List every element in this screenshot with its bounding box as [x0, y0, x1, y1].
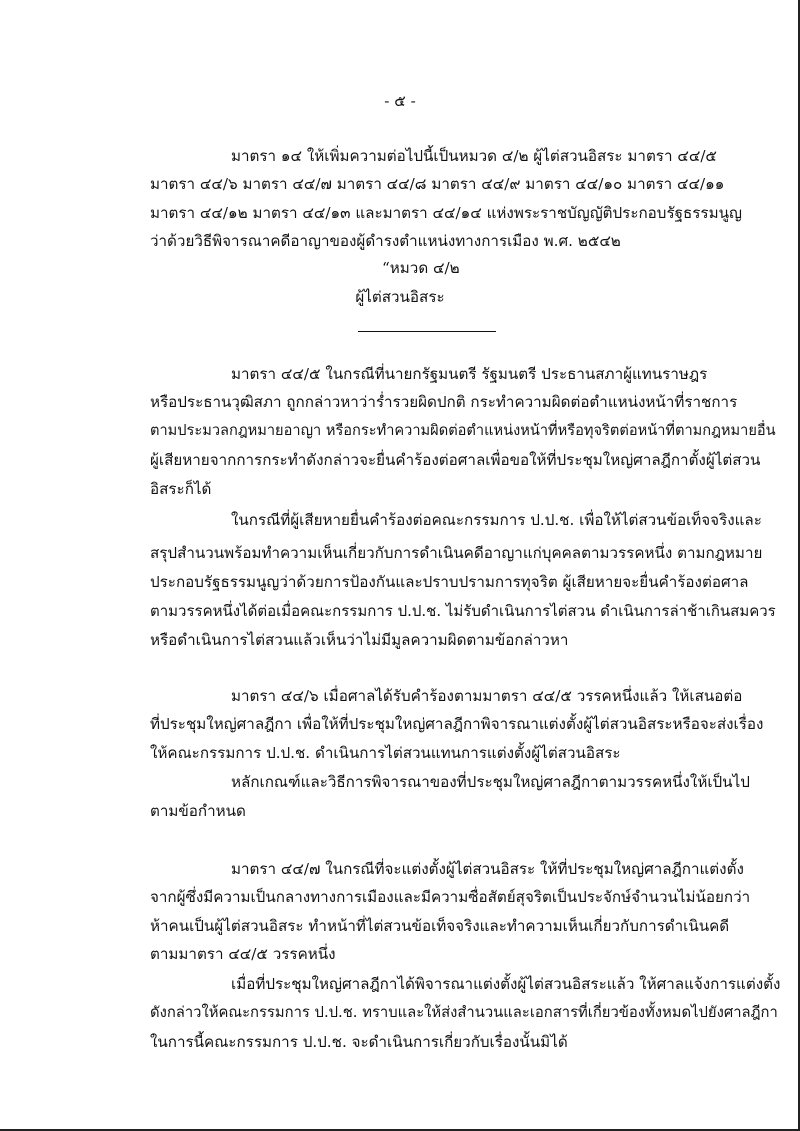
section-44-5-line-3: ตามประมวลกฎหมายอาญา หรือกระทำความผิดต่อตำแหน่งหน้าที่หรือทุจริตต่อหน้าที่ตามกฎหมายอื่น: [150, 422, 776, 439]
section-44-5-line-2: หรือประธานวุฒิสภา ถูกกล่าวหาว่าร่ำรวยผิดปกติ กระทำความผิดต่อตำแหน่งหน้าที่ราชการ: [150, 393, 738, 411]
section-44-7-line-1: มาตรา ๔๔/๗ ในกรณีที่จะแต่งตั้งผู้ไต่สวนอิสระ ให้ที่ประชุมใหญ่ศาลฎีกาแต่งตั้ง: [231, 860, 744, 878]
section-14-line-3: มาตรา ๔๔/๑๒ มาตรา ๔๔/๑๓ และมาตรา ๔๔/๑๔ แห่งพระราชบัญญัติประกอบรัฐธรรมนูญ: [150, 204, 742, 222]
chapter-title: ผู้ไต่สวนอิสระ: [355, 288, 445, 306]
section-44-6-para2-line-2: ตามข้อกำหนด: [150, 802, 246, 820]
section-44-5-line-4: ผู้เสียหายจากการกระทำดังกล่าวจะยื่นคำร้องต่อศาลเพื่อขอให้ที่ประชุมใหญ่ศาลฎีกาตั้งผู้ไต่สวน: [150, 451, 761, 469]
separator-rule: [358, 331, 496, 332]
section-44-7-para2-line-2: ดังกล่าวให้คณะกรรมการ ป.ป.ช. ทราบและให้ส่งสำนวนและเอกสารที่เกี่ยวข้องทั้งหมดไปยังศาลฎีกา: [150, 1004, 778, 1021]
section-44-5-para2-line-5: หรือดำเนินการไต่สวนแล้วเห็นว่าไม่มีมูลความผิดตามข้อกล่าวหา: [150, 631, 569, 649]
section-44-5-para2-line-4: ตามวรรคหนึ่งได้ต่อเมื่อคณะกรรมการ ป.ป.ช. ไม่รับดำเนินการไต่สวน ดำเนินการล่าช้าเกินสมควร: [150, 602, 776, 620]
section-44-7-para2-line-3: ในการนี้คณะกรรมการ ป.ป.ช. จะดำเนินการเกี่ยวกับเรื่องนั้นมิได้: [150, 1033, 568, 1051]
section-44-7-line-3: ห้าคนเป็นผู้ไต่สวนอิสระ ทำหน้าที่ไต่สวนข้อเท็จจริงและทำความเห็นเกี่ยวกับการดำเนินคดี: [150, 917, 730, 935]
section-44-5-line-1: มาตรา ๔๔/๕ ในกรณีที่นายกรัฐมนตรี รัฐมนตรี ประธานสภาผู้แทนราษฎร: [231, 365, 708, 383]
section-44-6-line-1: มาตรา ๔๔/๖ เมื่อศาลได้รับคำร้องตามมาตรา ๔๔/๕ วรรคหนึ่งแล้ว ให้เสนอต่อ: [231, 687, 743, 705]
section-44-5-para2-line-2: สรุปสำนวนพร้อมทำความเห็นเกี่ยวกับการดำเนินคดีอาญาแก่บุคคลตามวรรคหนึ่ง ตามกฎหมาย: [150, 544, 763, 562]
section-44-7-line-4: ตามมาตรา ๔๔/๕ วรรคหนึ่ง: [150, 945, 336, 963]
section-44-5-line-5: อิสระก็ได้: [150, 480, 212, 498]
section-44-6-line-2: ที่ประชุมใหญ่ศาลฎีกา เพื่อให้ที่ประชุมใหญ่ศาลฎีกาพิจารณาแต่งตั้งผู้ไต่สวนอิสระหรือจะส่งเรื่อง: [150, 715, 764, 733]
section-14-line-2: มาตรา ๔๔/๖ มาตรา ๔๔/๗ มาตรา ๔๔/๘ มาตรา ๔๔/๙ มาตรา ๔๔/๑๐ มาตรา ๔๔/๑๑: [150, 175, 725, 193]
page-number: - ๕ -: [384, 92, 416, 110]
section-44-6-line-3: ให้คณะกรรมการ ป.ป.ช. ดำเนินการไต่สวนแทนการแต่งตั้งผู้ไต่สวนอิสระ: [150, 744, 621, 762]
section-14-line-1: มาตรา ๑๔ ให้เพิ่มความต่อไปนี้เป็นหมวด ๔/๒ ผู้ไต่สวนอิสระ มาตรา ๔๔/๕: [231, 147, 717, 165]
section-14-line-4: ว่าด้วยวิธีพิจารณาคดีอาญาของผู้ดำรงตำแหน่งทางการเมือง พ.ศ. ๒๕๔๒: [150, 232, 621, 250]
section-44-7-line-2: จากผู้ซึ่งมีความเป็นกลางทางการเมืองและมีความซื่อสัตย์สุจริตเป็นประจักษ์จำนวนไม่น้อยกว่า: [150, 888, 751, 906]
section-44-5-para2-line-3: ประกอบรัฐธรรมนูญว่าด้วยการป้องกันและปราบปรามการทุจริต ผู้เสียหายจะยื่นคำร้องต่อศาล: [150, 573, 749, 591]
chapter-heading: “หมวด ๔/๒: [382, 259, 460, 277]
section-44-7-para2-line-1: เมื่อที่ประชุมใหญ่ศาลฎีกาได้พิจารณาแต่งตั้งผู้ไต่สวนอิสระแล้ว ให้ศาลแจ้งการแต่งตั้ง: [231, 975, 781, 993]
section-44-5-para2-line-1: ในกรณีที่ผู้เสียหายยื่นคำร้องต่อคณะกรรมการ ป.ป.ช. เพื่อให้ไต่สวนข้อเท็จจริงและ: [231, 511, 762, 529]
section-44-6-para2-line-1: หลักเกณฑ์และวิธีการพิจารณาของที่ประชุมใหญ่ศาลฎีกาตามวรรคหนึ่งให้เป็นไป: [231, 773, 750, 791]
